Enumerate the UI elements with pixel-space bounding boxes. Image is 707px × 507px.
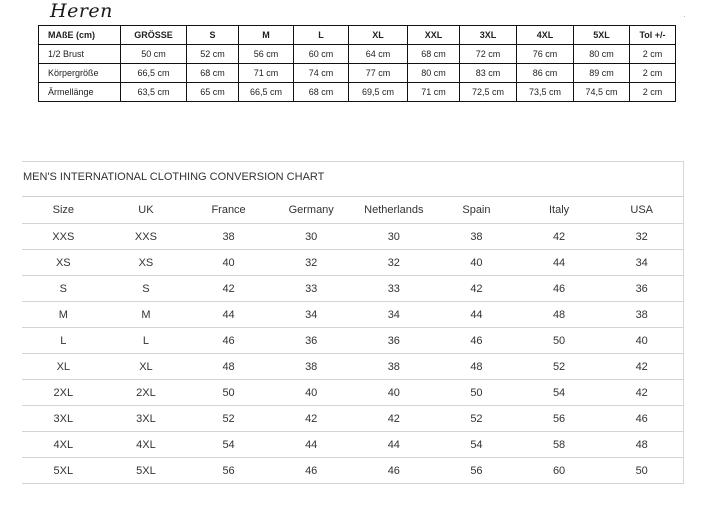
header-cell: 4XL (517, 26, 574, 45)
heren-size-table (38, 25, 676, 102)
table-row (39, 83, 676, 102)
table-cell: 44 (187, 302, 270, 328)
table-cell: 42 (270, 406, 353, 432)
table-cell: 74 cm (294, 64, 349, 83)
table-row (22, 432, 683, 458)
table-cell: 44 (435, 302, 518, 328)
header-cell: Spain (435, 197, 518, 224)
table-cell: 34 (353, 302, 436, 328)
table-cell: 38 (270, 354, 353, 380)
table-cell: 38 (435, 224, 518, 250)
table-cell: 36 (600, 276, 683, 302)
table-cell: 56 cm (239, 45, 294, 64)
table-cell: 56 (518, 406, 601, 432)
table-cell: 80 cm (574, 45, 630, 64)
table-cell: 76 cm (517, 45, 574, 64)
table-row (22, 250, 683, 276)
table-cell: 34 (270, 302, 353, 328)
table-cell: XS (22, 250, 105, 276)
header-cell: UK (105, 197, 188, 224)
table-cell: 52 (518, 354, 601, 380)
table-cell: 50 cm (121, 45, 187, 64)
table-cell: 48 (518, 302, 601, 328)
table-cell: 68 cm (187, 64, 239, 83)
table-cell: 69,5 cm (349, 83, 408, 102)
heren-header-row (39, 26, 676, 45)
table-cell: L (105, 328, 188, 354)
table-cell: 89 cm (574, 64, 630, 83)
table-cell: 54 (435, 432, 518, 458)
table-cell: 5XL (22, 458, 105, 484)
table-cell: 32 (353, 250, 436, 276)
table-cell: 38 (600, 302, 683, 328)
table-cell: S (105, 276, 188, 302)
heren-title: Heren (50, 0, 113, 22)
table-cell: S (22, 276, 105, 302)
header-cell: Germany (270, 197, 353, 224)
header-cell: Size (22, 197, 105, 224)
table-cell: 66,5 cm (239, 83, 294, 102)
table-row (22, 224, 683, 250)
table-cell: 44 (353, 432, 436, 458)
table-cell: 71 cm (408, 83, 460, 102)
table-cell: 50 (600, 458, 683, 484)
corner-mark: · (683, 12, 686, 21)
table-cell: 46 (518, 276, 601, 302)
conversion-chart (22, 161, 684, 484)
table-cell: 63,5 cm (121, 83, 187, 102)
table-row (22, 354, 683, 380)
table-cell: 71 cm (239, 64, 294, 83)
table-cell: 2 cm (630, 83, 676, 102)
table-cell: 32 (270, 250, 353, 276)
conversion-table (22, 197, 683, 484)
header-cell: 3XL (460, 26, 517, 45)
header-cell: Italy (518, 197, 601, 224)
table-cell: XXS (22, 224, 105, 250)
table-cell: 52 (187, 406, 270, 432)
table-cell: 34 (600, 250, 683, 276)
table-cell: 48 (187, 354, 270, 380)
header-cell: XXL (408, 26, 460, 45)
table-cell: 74,5 cm (574, 83, 630, 102)
table-cell: 33 (353, 276, 436, 302)
table-cell: 56 (187, 458, 270, 484)
table-cell: 46 (270, 458, 353, 484)
table-cell: 2 cm (630, 45, 676, 64)
table-cell: 48 (435, 354, 518, 380)
table-cell: 46 (353, 458, 436, 484)
table-cell: 2XL (105, 380, 188, 406)
table-cell: 38 (187, 224, 270, 250)
table-cell: 58 (518, 432, 601, 458)
table-cell: M (22, 302, 105, 328)
table-cell: 72,5 cm (460, 83, 517, 102)
header-cell: France (187, 197, 270, 224)
table-cell: 40 (353, 380, 436, 406)
table-cell: 36 (353, 328, 436, 354)
table-cell: 60 cm (294, 45, 349, 64)
header-cell: XL (349, 26, 408, 45)
header-cell: MAßE (cm) (39, 26, 121, 45)
table-cell: 4XL (105, 432, 188, 458)
table-cell: 73,5 cm (517, 83, 574, 102)
table-cell: 32 (600, 224, 683, 250)
table-cell: 2 cm (630, 64, 676, 83)
table-cell: 83 cm (460, 64, 517, 83)
table-cell: 40 (270, 380, 353, 406)
conversion-header-row (22, 197, 683, 224)
table-cell: XL (22, 354, 105, 380)
table-cell: 68 cm (408, 45, 460, 64)
table-cell: 77 cm (349, 64, 408, 83)
table-row (22, 276, 683, 302)
table-cell: 5XL (105, 458, 188, 484)
header-cell: Tol +/- (630, 26, 676, 45)
table-cell: 54 (518, 380, 601, 406)
header-cell: GRÖSSE (121, 26, 187, 45)
row-label: 1/2 Brust (39, 45, 121, 64)
table-cell: 42 (600, 354, 683, 380)
table-cell: XL (105, 354, 188, 380)
table-row (22, 458, 683, 484)
table-cell: 36 (270, 328, 353, 354)
table-cell: 44 (270, 432, 353, 458)
table-cell: 42 (187, 276, 270, 302)
table-cell: L (22, 328, 105, 354)
table-row (22, 302, 683, 328)
table-cell: 46 (187, 328, 270, 354)
table-cell: 38 (353, 354, 436, 380)
table-cell: 3XL (22, 406, 105, 432)
table-cell: 50 (187, 380, 270, 406)
table-row (39, 45, 676, 64)
table-cell: 68 cm (294, 83, 349, 102)
table-row (22, 328, 683, 354)
table-cell: 30 (270, 224, 353, 250)
table-cell: XXS (105, 224, 188, 250)
table-cell: 66,5 cm (121, 64, 187, 83)
table-cell: 60 (518, 458, 601, 484)
table-cell: 50 (435, 380, 518, 406)
table-cell: 54 (187, 432, 270, 458)
header-cell: 5XL (574, 26, 630, 45)
table-cell: M (105, 302, 188, 328)
row-label: Ärmellänge (39, 83, 121, 102)
table-cell: 40 (187, 250, 270, 276)
table-cell: 46 (435, 328, 518, 354)
table-cell: 2XL (22, 380, 105, 406)
table-cell: 48 (600, 432, 683, 458)
table-cell: 4XL (22, 432, 105, 458)
header-cell: M (239, 26, 294, 45)
table-cell: 44 (518, 250, 601, 276)
header-cell: S (187, 26, 239, 45)
table-cell: XS (105, 250, 188, 276)
header-cell: USA (600, 197, 683, 224)
table-cell: 50 (518, 328, 601, 354)
table-row (39, 64, 676, 83)
table-cell: 80 cm (408, 64, 460, 83)
table-row (22, 380, 683, 406)
row-label: Körpergröße (39, 64, 121, 83)
table-cell: 42 (353, 406, 436, 432)
table-cell: 52 (435, 406, 518, 432)
table-cell: 3XL (105, 406, 188, 432)
table-cell: 86 cm (517, 64, 574, 83)
conversion-chart-title: MEN'S INTERNATIONAL CLOTHING CONVERSION CHART (22, 162, 683, 197)
table-cell: 40 (435, 250, 518, 276)
table-cell: 56 (435, 458, 518, 484)
header-cell: Netherlands (353, 197, 436, 224)
table-cell: 42 (600, 380, 683, 406)
table-cell: 65 cm (187, 83, 239, 102)
table-row (22, 406, 683, 432)
table-cell: 30 (353, 224, 436, 250)
table-cell: 33 (270, 276, 353, 302)
table-cell: 42 (435, 276, 518, 302)
table-cell: 64 cm (349, 45, 408, 64)
header-cell: L (294, 26, 349, 45)
table-cell: 72 cm (460, 45, 517, 64)
table-cell: 52 cm (187, 45, 239, 64)
table-cell: 42 (518, 224, 601, 250)
table-cell: 46 (600, 406, 683, 432)
table-cell: 40 (600, 328, 683, 354)
